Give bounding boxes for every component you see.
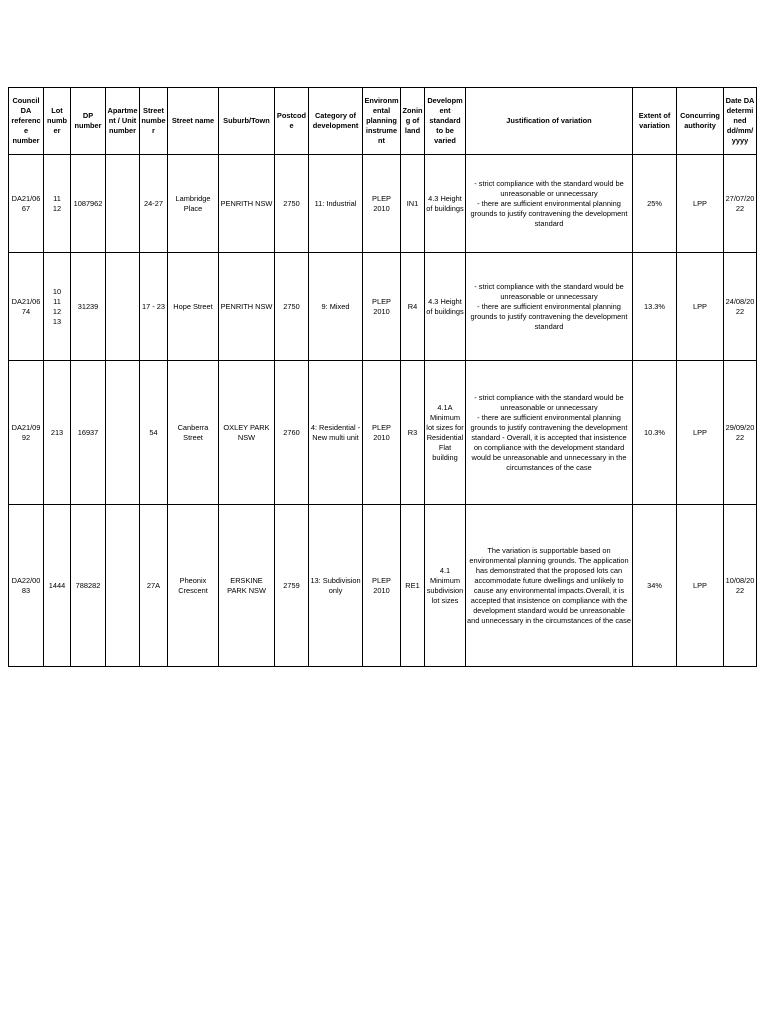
cell-suburb: PENRITH NSW [219, 253, 275, 361]
cell-extent: 25% [633, 155, 677, 253]
cell-street-number: 17 - 23 [140, 253, 168, 361]
header-suburb: Suburb/Town [219, 88, 275, 155]
cell-extent: 34% [633, 505, 677, 667]
cell-epi: PLEP 2010 [363, 155, 401, 253]
lot-value: 1444 [48, 580, 66, 590]
cell-category: 11: Industrial [309, 155, 363, 253]
cell-dp: 16937 [71, 361, 106, 505]
cell-suburb: OXLEY PARK NSW [219, 361, 275, 505]
header-zoning: Zoning of land [401, 88, 425, 155]
header-street-name: Street name [168, 88, 219, 155]
cell-street-name: Lambridge Place [168, 155, 219, 253]
table-row [9, 505, 757, 667]
cell-council-da: DA21/0667 [9, 155, 44, 253]
header-dp: DP number [71, 88, 106, 155]
header-epi: Environmental planning instrument [363, 88, 401, 155]
cell-standard: 4.1 Minimum subdivision lot sizes [425, 505, 466, 667]
cell-authority: LPP [677, 361, 724, 505]
header-extent: Extent of variation [633, 88, 677, 155]
cell-street-name: Hope Street [168, 253, 219, 361]
cell-suburb: PENRITH NSW [219, 155, 275, 253]
cell-street-number: 27A [140, 505, 168, 667]
cell-justification: - strict compliance with the standard would be unreasonable or unnecessary - there are sufficient environmental planning grounds to justify contravening the development standard [466, 155, 633, 253]
cell-dp: 788282 [71, 505, 106, 667]
table-row [9, 361, 757, 505]
cell-council-da: DA22/0083 [9, 505, 44, 667]
cell-authority: LPP [677, 155, 724, 253]
cell-dp: 31239 [71, 253, 106, 361]
header-street-number: Street number [140, 88, 168, 155]
cell-lot [44, 361, 71, 505]
cell-extent: 13.3% [633, 253, 677, 361]
cell-justification: - strict compliance with the standard would be unreasonable or unnecessary - there are sufficient environmental planning grounds to justify contravening the development standard - Overall, it is accepted that insistence on compliance with the development standard would be unreasonable and unnecessary in the circumstances of the case [466, 361, 633, 505]
cell-lot [44, 155, 71, 253]
cell-apartment [106, 253, 140, 361]
lot-value: 12 [52, 306, 62, 316]
header-authority: Concurring authority [677, 88, 724, 155]
cell-authority: LPP [677, 253, 724, 361]
header-category: Category of development [309, 88, 363, 155]
header-standard: Development standard to be varied [425, 88, 466, 155]
cell-date: 24/08/2022 [724, 253, 757, 361]
cell-authority: LPP [677, 505, 724, 667]
cell-zoning: R3 [401, 361, 425, 505]
cell-category: 9: Mixed [309, 253, 363, 361]
header-postcode: Postcode [275, 88, 309, 155]
cell-epi: PLEP 2010 [363, 253, 401, 361]
cell-justification: The variation is supportable based on environmental planning grounds. The application has demonstrated that the proposed lots can accommodate future dwellings and unlikely to cause any environmental impacts.Overall, it is accepted that insistence on compliance with the development standard would be unreasonable and unnecessary in the circumstances of the case [466, 505, 633, 667]
header-apartment: Apartment / Unit number [106, 88, 140, 155]
cell-postcode: 2760 [275, 361, 309, 505]
cell-lot [44, 253, 71, 361]
cell-council-da: DA21/0674 [9, 253, 44, 361]
cell-dp: 1087962 [71, 155, 106, 253]
cell-street-number: 24-27 [140, 155, 168, 253]
lot-value: 11 [53, 296, 61, 306]
cell-street-name: Canberra Street [168, 361, 219, 505]
cell-zoning: R4 [401, 253, 425, 361]
table-row [9, 155, 757, 253]
cell-postcode: 2750 [275, 155, 309, 253]
cell-street-name: Pheonix Crescent [168, 505, 219, 667]
header-date: Date DA determined dd/mm/yyyy [724, 88, 757, 155]
cell-justification: - strict compliance with the standard would be unreasonable or unnecessary - there are sufficient environmental planning grounds to justify contravening the development standard [466, 253, 633, 361]
lot-value: 11 [53, 193, 61, 203]
cell-standard: 4.1A Minimum lot sizes for Residential Flat building [425, 361, 466, 505]
cell-date: 27/07/2022 [724, 155, 757, 253]
table-row [9, 253, 757, 361]
cell-date: 29/09/2022 [724, 361, 757, 505]
cell-extent: 10.3% [633, 361, 677, 505]
cell-apartment [106, 361, 140, 505]
cell-apartment [106, 155, 140, 253]
cell-lot [44, 505, 71, 667]
header-row [9, 88, 757, 155]
cell-zoning: RE1 [401, 505, 425, 667]
variations-table [8, 87, 757, 667]
cell-street-number: 54 [140, 361, 168, 505]
cell-standard: 4.3 Height of buildings [425, 253, 466, 361]
cell-suburb: ERSKINE PARK NSW [219, 505, 275, 667]
lot-value: 12 [52, 203, 62, 213]
lot-value: 13 [52, 316, 62, 326]
cell-council-da: DA21/0992 [9, 361, 44, 505]
cell-postcode: 2759 [275, 505, 309, 667]
cell-zoning: IN1 [401, 155, 425, 253]
cell-epi: PLEP 2010 [363, 505, 401, 667]
cell-category: 13: Subdivision only [309, 505, 363, 667]
cell-epi: PLEP 2010 [363, 361, 401, 505]
cell-apartment [106, 505, 140, 667]
cell-category: 4: Residential - New multi unit [309, 361, 363, 505]
lot-value: 10 [52, 286, 62, 296]
header-lot: Lot number [44, 88, 71, 155]
header-council-da: Council DA reference number [9, 88, 44, 155]
header-justification: Justification of variation [466, 88, 633, 155]
cell-standard: 4.3 Height of buildings [425, 155, 466, 253]
cell-postcode: 2750 [275, 253, 309, 361]
cell-date: 10/08/2022 [724, 505, 757, 667]
lot-value: 213 [50, 427, 64, 437]
